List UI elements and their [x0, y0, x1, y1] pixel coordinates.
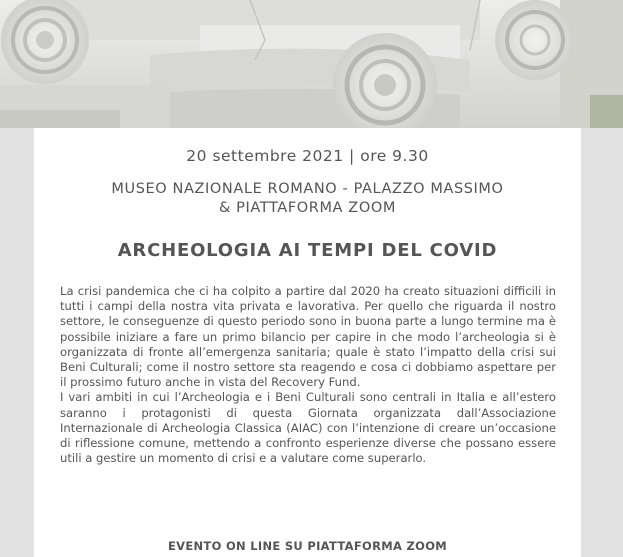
- event-date-time: 20 settembre 2021 | ore 9.30: [186, 147, 429, 165]
- description-paragraph-1: La crisi pandemica che ci ha colpito a partire dal 2020 ha creato situazioni difficili in tutti i campi della nostra vita privata e lavorativa. Per quello che riguarda il nostro settore, le conseguenze di questo periodo sono in buona parte a lungo termine ma è possibile iniziare a fare un primo bilancio per capire in che modo l’archeologia si è organizzata di fronte all’emergenza sanitaria; quale è stato l’impatto della crisi sui Beni Culturali; come il nostro settore sta reagendo e cosa ci dobbiamo aspettare per il prossimo futuro anche in vista del Recovery Fund.: [60, 284, 556, 390]
- event-description: [60, 284, 556, 466]
- event-title: ARCHEOLOGIA AI TEMPI DEL COVID: [117, 240, 498, 261]
- venue-line-1: MUSEO NAZIONALE ROMANO - PALAZZO MASSIMO: [111, 181, 504, 197]
- online-event-note: EVENTO ON LINE SU PIATTAFORMA ZOOM: [167, 539, 448, 553]
- left-margin-band: [0, 128, 34, 557]
- event-card: [34, 128, 581, 557]
- description-paragraph-2: I vari ambiti in cui l’Archeologia e i Beni Culturali sono centrali in Italia e all’estero saranno i protagonisti di questa Giornata organizzata dall’Associazione Internazionale di Archeologia Classica (AIAC) con l’intenzione di creare un’occasione di riflessione comune, mettendo a confronto esperienze diverse che possano essere utili a gestire un momento di crisi e a valutare come superarlo.: [60, 390, 556, 466]
- hero-image: [0, 0, 623, 128]
- ionic-capital-illustration: [0, 0, 623, 128]
- venue-line-2: & PIATTAFORMA ZOOM: [219, 200, 396, 216]
- event-venue: [34, 180, 581, 218]
- right-margin-band: [581, 128, 623, 557]
